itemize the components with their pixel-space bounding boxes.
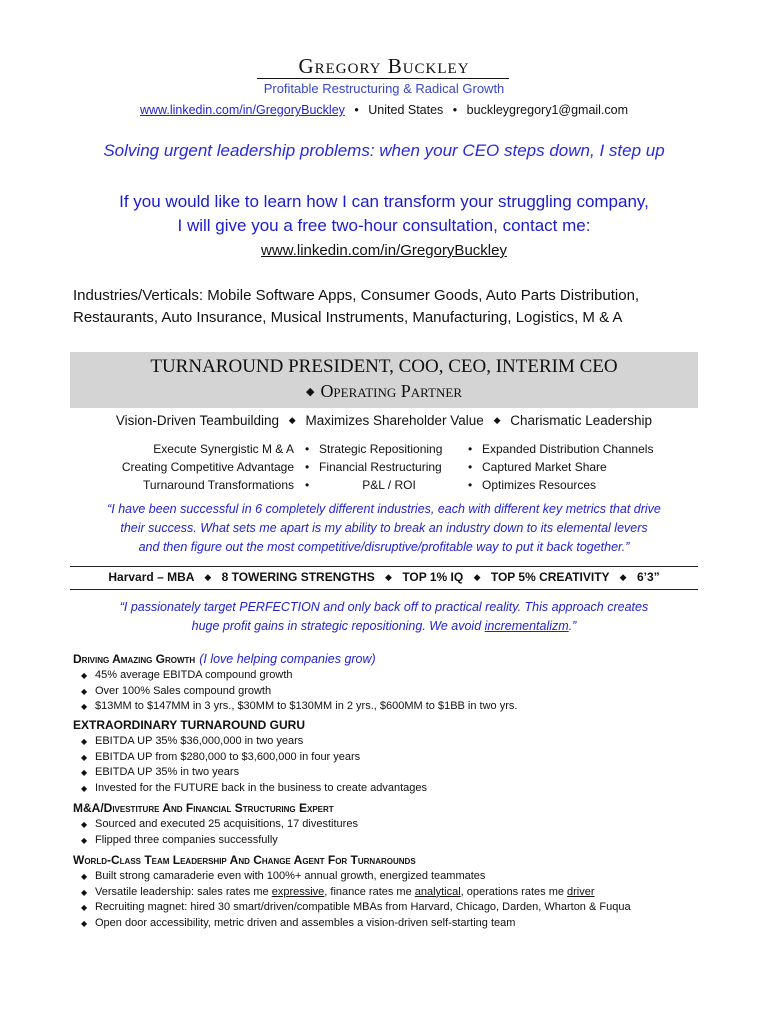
candidate-name: Gregory Buckley bbox=[298, 54, 470, 78]
divider bbox=[70, 589, 698, 590]
item-emphasis: expressive bbox=[271, 885, 325, 898]
strengths-bar bbox=[0, 570, 768, 584]
section-turnaround bbox=[73, 717, 713, 796]
section-growth bbox=[73, 651, 713, 715]
perfection-quote bbox=[0, 598, 768, 636]
skill-item: Financial Restructuring bbox=[319, 460, 442, 474]
headline-statement: Solving urgent leadership problems: when your CEO steps down, I step up bbox=[103, 141, 665, 160]
bullet-icon: • bbox=[468, 478, 473, 492]
quote-emphasis: incrementalizm bbox=[484, 619, 569, 633]
skill-item: Optimizes Resources bbox=[482, 478, 597, 492]
offer-linkedin-link[interactable]: www.linkedin.com/in/GregoryBuckley bbox=[261, 242, 507, 259]
candidate-tagline: Profitable Restructuring & Radical Growth bbox=[263, 81, 505, 96]
quote-line: “I passionately target PERFECTION and only back off to practical reality. This approach creates bbox=[119, 600, 649, 614]
list-item: ◆ Recruiting magnet: hired 30 smart/driven/compatible MBAs from Harvard, Chicago, Darden, Wharton & Fuqua bbox=[95, 900, 713, 916]
quote-line: and then figure out the most competitive/disruptive/profitable way to put it back together.” bbox=[138, 540, 630, 554]
list-item: ◆ Open door accessibility, metric driven and assembles a vision-driven self-starting team bbox=[95, 916, 713, 932]
email-text[interactable]: buckleygregory1@gmail.com bbox=[466, 103, 629, 117]
section-list bbox=[73, 734, 713, 796]
section-team bbox=[73, 852, 713, 931]
section-title: EXTRAORDINARY TURNAROUND GURU bbox=[73, 718, 306, 732]
bullet-icon: • bbox=[305, 442, 310, 456]
section-list bbox=[73, 869, 713, 931]
quote-text: huge profit gains in strategic repositioning. We avoid bbox=[191, 619, 485, 633]
traits-line bbox=[0, 413, 768, 428]
list-item: ◆ EBITDA UP 35% $36,000,000 in two years bbox=[95, 734, 713, 750]
contact-separator: • bbox=[452, 103, 458, 117]
section-title: Driving Amazing Growth bbox=[73, 652, 196, 666]
strength-item: Harvard – MBA bbox=[108, 570, 194, 584]
location-text: United States bbox=[368, 103, 444, 117]
section-mna bbox=[73, 800, 713, 848]
skill-item: Expanded Distribution Channels bbox=[482, 442, 654, 456]
bullet-icon: • bbox=[305, 478, 310, 492]
section-note: (I love helping companies grow) bbox=[199, 652, 376, 666]
quote-line bbox=[0, 617, 768, 636]
name-underline bbox=[257, 78, 509, 79]
diamond-icon: ◆ bbox=[493, 415, 501, 425]
quote-text: .” bbox=[568, 619, 577, 633]
diamond-icon: ◆ bbox=[473, 572, 481, 582]
bullet-icon: • bbox=[468, 460, 473, 474]
item-emphasis: driver bbox=[567, 885, 595, 898]
list-item: ◆ Invested for the FUTURE back in the business to create advantages bbox=[95, 781, 713, 797]
section-list bbox=[73, 668, 713, 715]
list-item: ◆ $13MM to $147MM in 3 yrs., $30MM to $130MM in 2 yrs., $600MM to $1BB in two yrs. bbox=[95, 699, 713, 715]
skill-item: P&L / ROI bbox=[362, 478, 416, 492]
diamond-icon: ◆ bbox=[288, 415, 296, 425]
industries-line-1: Industries/Verticals: Mobile Software Apps, Consumer Goods, Auto Parts Distribution, bbox=[73, 287, 640, 304]
diamond-icon: ◆ bbox=[305, 386, 315, 398]
skill-item: Captured Market Share bbox=[482, 460, 607, 474]
list-item: ◆ Over 100% Sales compound growth bbox=[95, 684, 713, 700]
list-item: ◆ EBITDA UP from $280,000 to $3,600,000 in four years bbox=[95, 750, 713, 766]
success-quote bbox=[0, 500, 768, 557]
skills-column-1 bbox=[104, 440, 294, 494]
bullet-icon: • bbox=[305, 460, 310, 474]
quote-line: their success. What sets me apart is my ability to break an industry down to its elemental levers bbox=[120, 521, 648, 535]
skills-column-3 bbox=[468, 440, 688, 494]
list-item bbox=[95, 885, 713, 901]
list-item: ◆ EBITDA UP 35% in two years bbox=[95, 765, 713, 781]
quote-line: “I have been successful in 6 completely different industries, each with different key metrics that drive bbox=[107, 502, 661, 516]
divider bbox=[70, 566, 698, 567]
strength-item: TOP 1% IQ bbox=[402, 570, 464, 584]
strength-item: TOP 5% CREATIVITY bbox=[490, 570, 610, 584]
skill-item: Execute Synergistic M & A bbox=[153, 442, 294, 456]
skill-item: Turnaround Transformations bbox=[143, 478, 294, 492]
list-item: ◆ Built strong camaraderie even with 100%+ annual growth, energized teammates bbox=[95, 869, 713, 885]
consultation-offer bbox=[0, 190, 768, 238]
banner-subtitle bbox=[0, 381, 768, 402]
offer-line-2: I will give you a free two-hour consultation, contact me: bbox=[177, 216, 591, 235]
contact-line bbox=[0, 103, 768, 117]
trait-item: Maximizes Shareholder Value bbox=[305, 413, 484, 428]
strength-item: 8 TOWERING STRENGTHS bbox=[221, 570, 375, 584]
industries-list bbox=[73, 285, 713, 329]
skill-item: Strategic Repositioning bbox=[319, 442, 443, 456]
list-item: ◆ Flipped three companies successfully bbox=[95, 833, 713, 849]
diamond-icon: ◆ bbox=[204, 572, 212, 582]
banner-subtitle-text: Operating Partner bbox=[320, 381, 463, 401]
skill-item: Creating Competitive Advantage bbox=[121, 460, 294, 474]
section-title: World-Class Team Leadership And Change Agent For Turnarounds bbox=[73, 853, 416, 867]
item-text: , operations rates me bbox=[460, 885, 568, 898]
trait-item: Vision-Driven Teambuilding bbox=[115, 413, 279, 428]
bullet-icon: • bbox=[468, 442, 473, 456]
strength-item: 6’3” bbox=[636, 570, 660, 584]
industries-line-2: Restaurants, Auto Insurance, Musical Instruments, Manufacturing, Logistics, M & A bbox=[73, 309, 623, 326]
trait-item: Charismatic Leadership bbox=[510, 413, 653, 428]
section-heading bbox=[73, 651, 713, 668]
list-item: ◆ 45% average EBITDA compound growth bbox=[95, 668, 713, 684]
linkedin-link[interactable]: www.linkedin.com/in/GregoryBuckley bbox=[139, 103, 345, 117]
item-text: , finance rates me bbox=[324, 885, 415, 898]
list-item: ◆ Sourced and executed 25 acquisitions, 17 divestitures bbox=[95, 817, 713, 833]
item-emphasis: analytical bbox=[414, 885, 461, 898]
section-title: M&A/Divestiture And Financial Structuring Expert bbox=[73, 801, 334, 815]
item-text: Versatile leadership: sales rates me bbox=[95, 885, 272, 898]
contact-separator: • bbox=[354, 103, 359, 117]
skills-column-2 bbox=[305, 440, 465, 494]
offer-line-1: If you would like to learn how I can transform your struggling company, bbox=[119, 192, 649, 211]
diamond-icon: ◆ bbox=[385, 572, 392, 582]
diamond-icon: ◆ bbox=[619, 572, 627, 582]
banner-title: TURNAROUND PRESIDENT, COO, CEO, INTERIM CEO bbox=[150, 356, 618, 377]
section-list bbox=[73, 817, 713, 848]
